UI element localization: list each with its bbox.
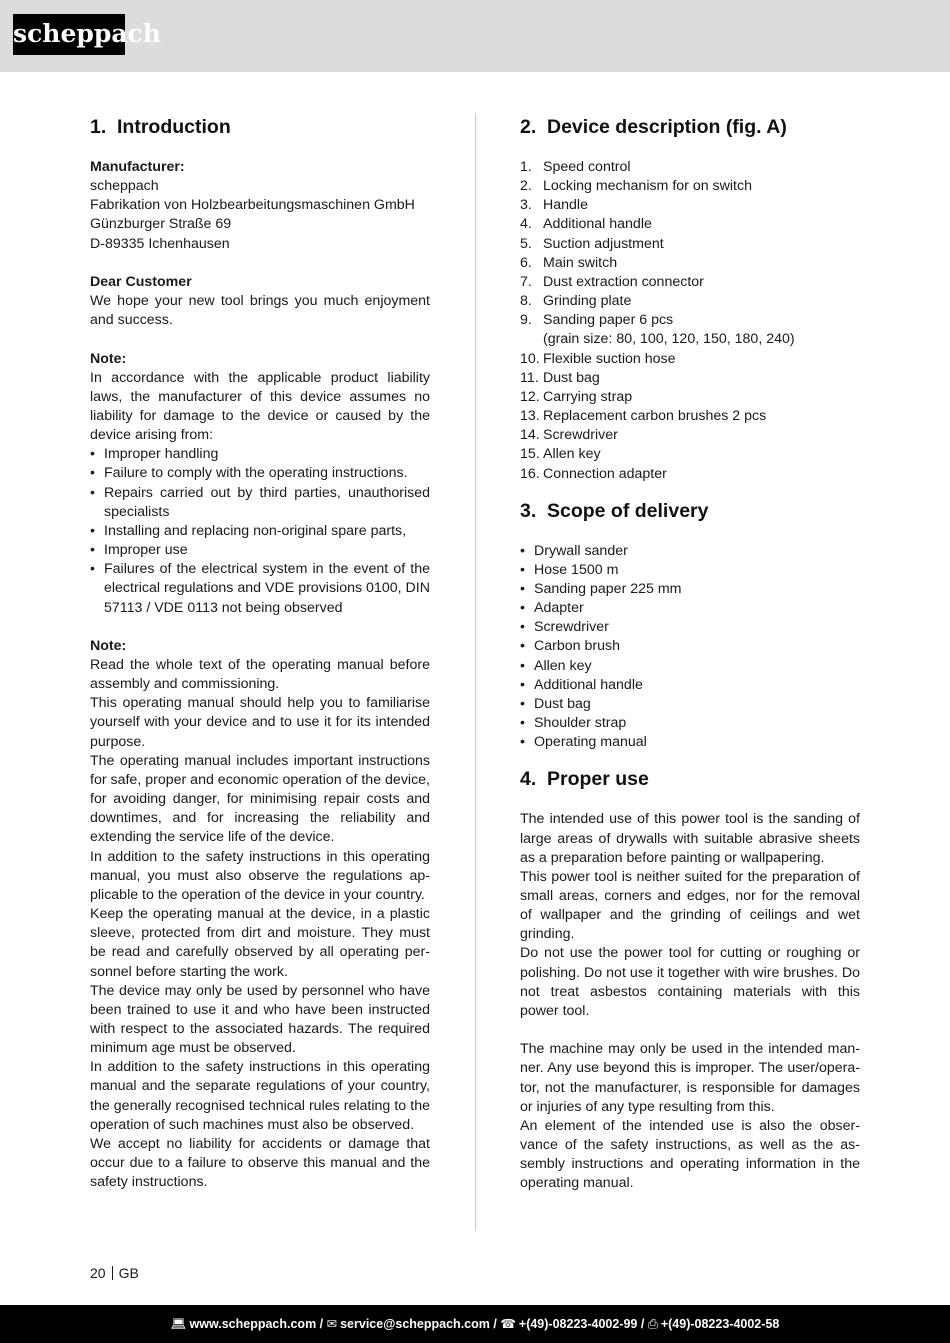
page-header — [0, 0, 950, 72]
proper-use-paragraphs: The intended use of this power tool is the sanding of large areas of drywalls with suitable abrasive sheets as a preparation before painting or wallpapering. This power tool is neither suited for the preparation of small areas, corners and edges, nor for the removal of wallpaper and the grinding of ceilings and wet grinding. Do not use the power tool for cutting or roughing or polishing. Do not use it together with wire brushes. Do not treat asbestos containing materials with this power tool. The machine may only be used in the intended manner. Any use beyond this is improper. The user/operator, not the manufacturer, is responsible for damages or injuries of any type resulting from this. An element of the intended use is also the observance of the safety instructions, as well as the assembly instructions and operating information in the operating manual. — [520, 811, 860, 1192]
list-item: 9. Sanding paper 6 pcs (grain size: 80, 100, 120, 150, 180, 240) — [520, 312, 795, 348]
device-parts-list — [520, 158, 860, 484]
manufacturer-address: scheppach Fabrikation von Holzbearbeitungsmaschinen GmbH Günzburger Straße 69 D-89335 Ichenhausen — [90, 178, 415, 252]
list-item: 16. Connection adapter — [520, 465, 667, 482]
manufacturer-label: Manufacturer: — [90, 159, 185, 175]
email-icon: ✉︎ — [326, 1317, 338, 1331]
list-item: 1. Speed control — [520, 159, 631, 175]
list-item: 10. Flexible suction hose — [520, 350, 676, 367]
list-item: • Carbon brush — [520, 637, 860, 656]
section-heading-introduction: 1. Introduction — [90, 116, 231, 138]
note-paragraphs: Read the whole text of the operating manual before assembly and commissioning. This operating manual should help you to familiarise yourself with your device and to use it for its intended purpose. The operating manual includes important instructions for safe, proper and economic operation of the device, for avoiding danger, for minimising repair costs and downtimes, and for increasing the reliability and extending the service life of the device. In addition to the safety instructions in this operating manual, you must also observe the regulations applicable to the operation of the device in your country. Keep the operating manual at the device, in a plastic sleeve, protected from dirt and moisture. They must be read and carefully observed by all operating personnel before starting the work. The device may only be used by personnel who have been trained to use it and who have been instructed with respect to the associated hazards. The required minimum age must be observed. In addition to the safety instructions in this operating manual and the separate regulations of your country, the generally recognised technical rules relating to the operation of such machines must also be observed. We accept no liability for accidents or damage that occur due to a failure to observe this manual and the safety instructions. — [90, 657, 430, 1191]
list-item: 5. Suction adjustment — [520, 235, 664, 252]
section-heading-scope-of-delivery: 3. Scope of delivery — [520, 499, 709, 522]
list-item: • Failure to comply with the operating instructions. — [90, 464, 430, 483]
list-item: • Dust bag — [520, 695, 860, 714]
list-item: • Shoulder strap — [520, 714, 860, 733]
list-item: 14. Screwdriver — [520, 427, 618, 444]
email-link[interactable]: service@scheppach.com / — [340, 1317, 497, 1331]
list-item: • Adapter — [520, 599, 860, 618]
liability-text: In accordance with the applicable product liability laws, the manufacturer of this device assumes no liability for damage to the device or caused by the device arising from: — [90, 369, 430, 444]
list-item: 7. Dust extraction connector — [520, 273, 704, 290]
list-item: 13. Replacement carbon brushes 2 pcs — [520, 408, 767, 425]
list-item: • Screwdriver — [520, 618, 860, 637]
computer-icon: 💻︎ — [170, 1317, 187, 1331]
fax-icon: ⎙ — [647, 1317, 658, 1331]
list-item: • Failures of the electrical system in the event of the electrical regulations and VDE provisions 0100, DIN 57113 / VDE 0113 not being observed — [90, 560, 430, 617]
liability-list — [90, 445, 430, 617]
list-item: • Improper handling — [90, 445, 430, 464]
left-column — [90, 112, 430, 1192]
list-item: 8. Grinding plate — [520, 293, 632, 310]
scope-of-delivery-list — [520, 542, 860, 753]
list-item: • Repairs carried out by third parties, unauthorised specialists — [90, 484, 430, 522]
note-label: Note: — [90, 637, 127, 654]
list-item: • Drywall sander — [520, 542, 860, 561]
page-number: 20 GB — [90, 1265, 139, 1281]
list-item: 15. Allen key — [520, 446, 601, 463]
fax-number: +(49)-08223-4002-58 — [660, 1317, 780, 1331]
list-item: • Installing and replacing non-original spare parts, — [90, 522, 430, 541]
list-item: 12. Carrying strap — [520, 388, 633, 405]
dear-customer-text: We hope your new tool brings you much enjoyment and success. — [90, 293, 430, 329]
scheppach-logo: scheppach — [13, 14, 125, 55]
list-item: • Additional handle — [520, 676, 860, 695]
section-heading-proper-use: 4. Proper use — [520, 768, 649, 791]
list-item: • Hose 1500 m — [520, 561, 860, 580]
right-column — [520, 112, 860, 1193]
list-item: 2. Locking mechanism for on switch — [520, 178, 752, 195]
list-item: 3. Handle — [520, 197, 588, 214]
list-item: • Sanding paper 225 mm — [520, 580, 860, 599]
contact-footer — [0, 1305, 950, 1343]
note-label: Note: — [90, 350, 127, 367]
list-item: • Operating manual — [520, 733, 860, 752]
website-link[interactable]: www.scheppach.com / — [189, 1317, 324, 1331]
list-item: 4. Additional handle — [520, 216, 652, 233]
list-item: • Improper use — [90, 541, 430, 560]
list-item: 6. Main switch — [520, 254, 618, 271]
section-heading-device-description: 2. Device description (fig. A) — [520, 116, 787, 138]
phone-number: +(49)-08223-4002-99 / — [518, 1317, 645, 1331]
dear-customer-label: Dear Customer — [90, 273, 192, 290]
phone-icon: ☎︎ — [500, 1317, 516, 1331]
list-item: 11. Dust bag — [520, 369, 600, 386]
column-divider — [475, 113, 476, 1231]
list-item: • Allen key — [520, 657, 860, 676]
